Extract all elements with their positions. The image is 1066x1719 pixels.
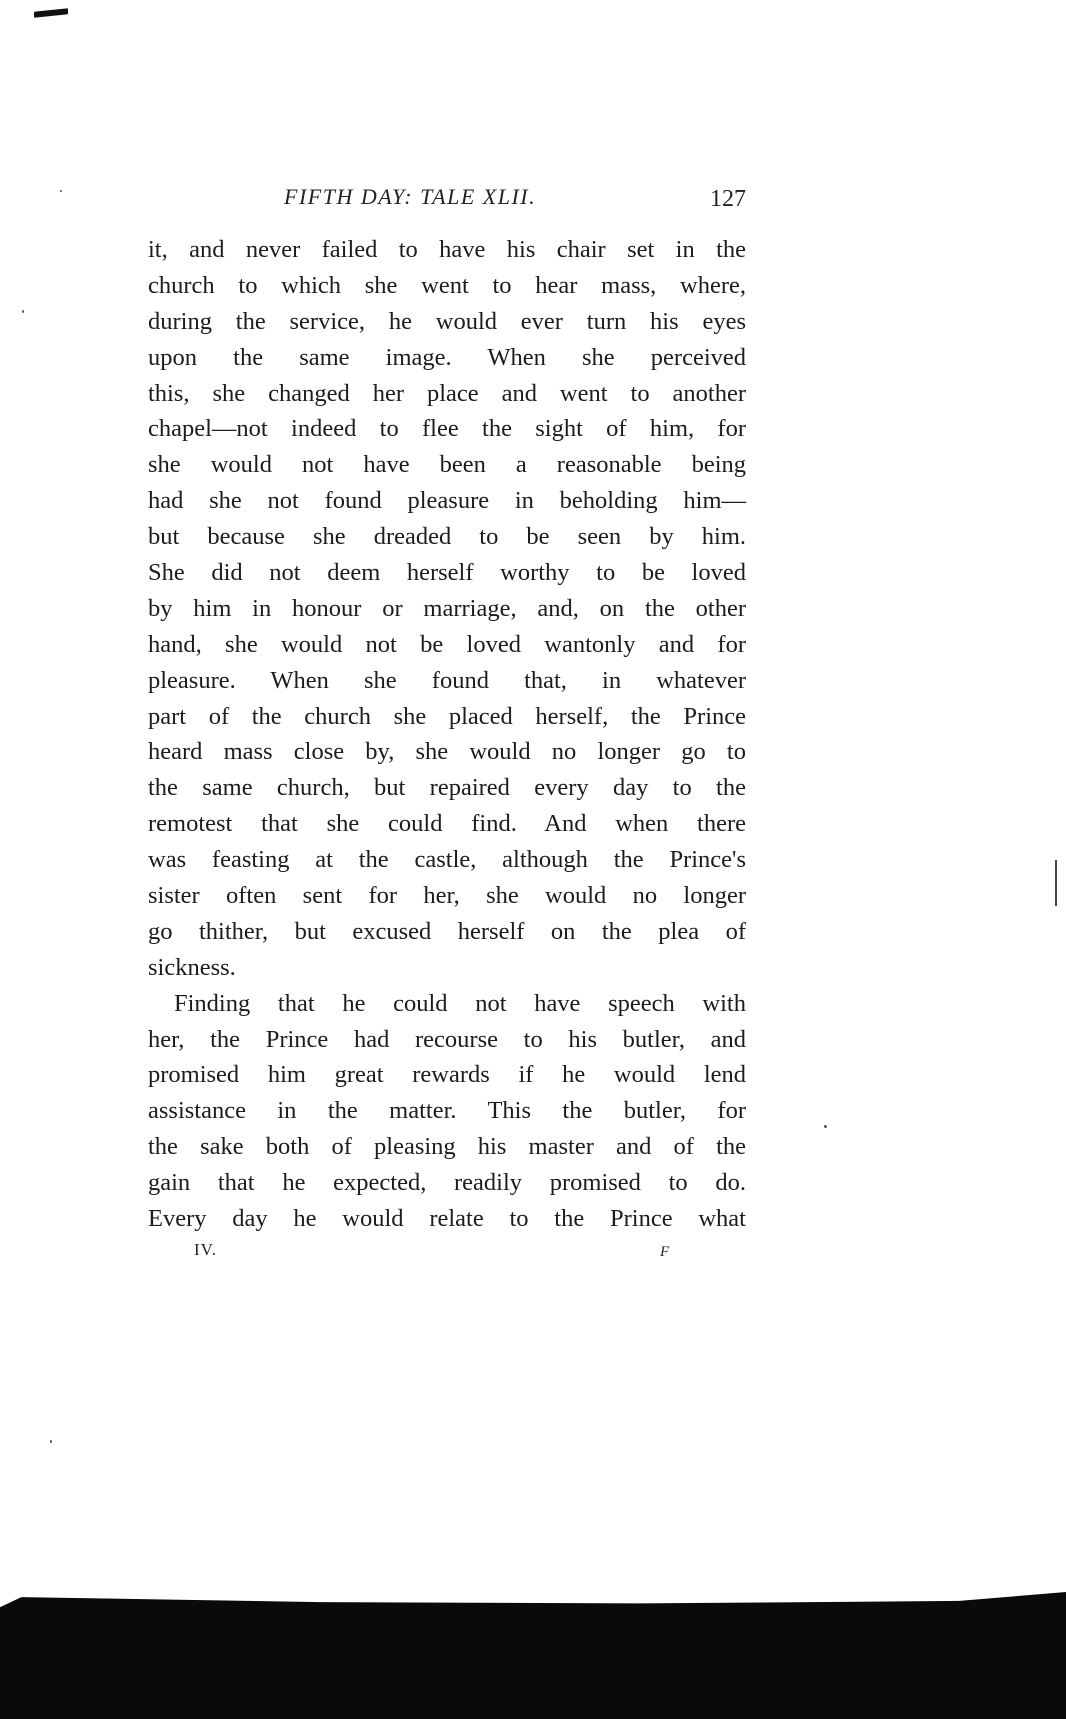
text-line: heard mass close by, she would no longer go to [148,738,746,766]
page-number: 127 [710,186,746,212]
volume-mark: IV. [194,1240,217,1259]
text-line: gain that he expected, readily promised to do. [148,1169,746,1197]
text-line: the sake both of pleasing his master and of the [148,1133,746,1161]
text-line: She did not deem herself worthy to be loved [148,559,746,587]
text-line: Every day he would relate to the Prince what [148,1205,746,1233]
text-line: remotest that she could find. And when there [148,810,746,838]
scan-edge-mark [1055,860,1057,906]
text-line: sickness. [148,953,236,981]
text-line: but because she dreaded to be seen by him. [148,523,746,551]
body-text [148,232,746,1237]
running-title: FIFTH DAY: TALE XLII. [284,184,537,209]
text-line: by him in honour or marriage, and, on the other [148,594,746,622]
text-line: promised him great rewards if he would lend [148,1061,746,1089]
text-line: pleasure. When she found that, in whatever [148,666,746,694]
text-line: her, the Prince had recourse to his butler, and [148,1025,746,1053]
text-line: go thither, but excused herself on the plea of [148,917,746,945]
text-line: upon the same image. When she perceived [148,343,746,371]
text-line: the same church, but repaired every day to the [148,774,746,802]
text-line: Finding that he could not have speech with [174,989,746,1017]
text-line: hand, she would not be loved wantonly and for [148,630,746,658]
scan-shadow [0,1592,1066,1719]
scan-corner-mark [34,8,68,18]
text-line: sister often sent for her, she would no longer [148,882,746,910]
text-line: assistance in the matter. This the butler, for [148,1097,746,1125]
text-line: had she not found pleasure in beholding him— [148,487,746,515]
text-line: during the service, he would ever turn his eyes [148,307,746,335]
text-line: it, and never failed to have his chair set in the [148,236,746,263]
running-head [148,178,746,218]
text-line: church to which she went to hear mass, where, [148,271,746,299]
text-line: part of the church she placed herself, the Prince [148,702,746,730]
scan-speck [60,190,62,192]
text-line: chapel—not indeed to flee the sight of him, for [148,415,746,443]
text-line: was feasting at the castle, although the Prince's [148,846,746,874]
signature-row [148,1240,746,1270]
scan-speck [50,1440,52,1443]
scan-speck [22,310,24,313]
text-line: this, she changed her place and went to another [148,379,746,407]
scan-speck [824,1125,827,1128]
signature-mark: F [660,1244,670,1260]
text-line: she would not have been a reasonable being [148,451,746,479]
